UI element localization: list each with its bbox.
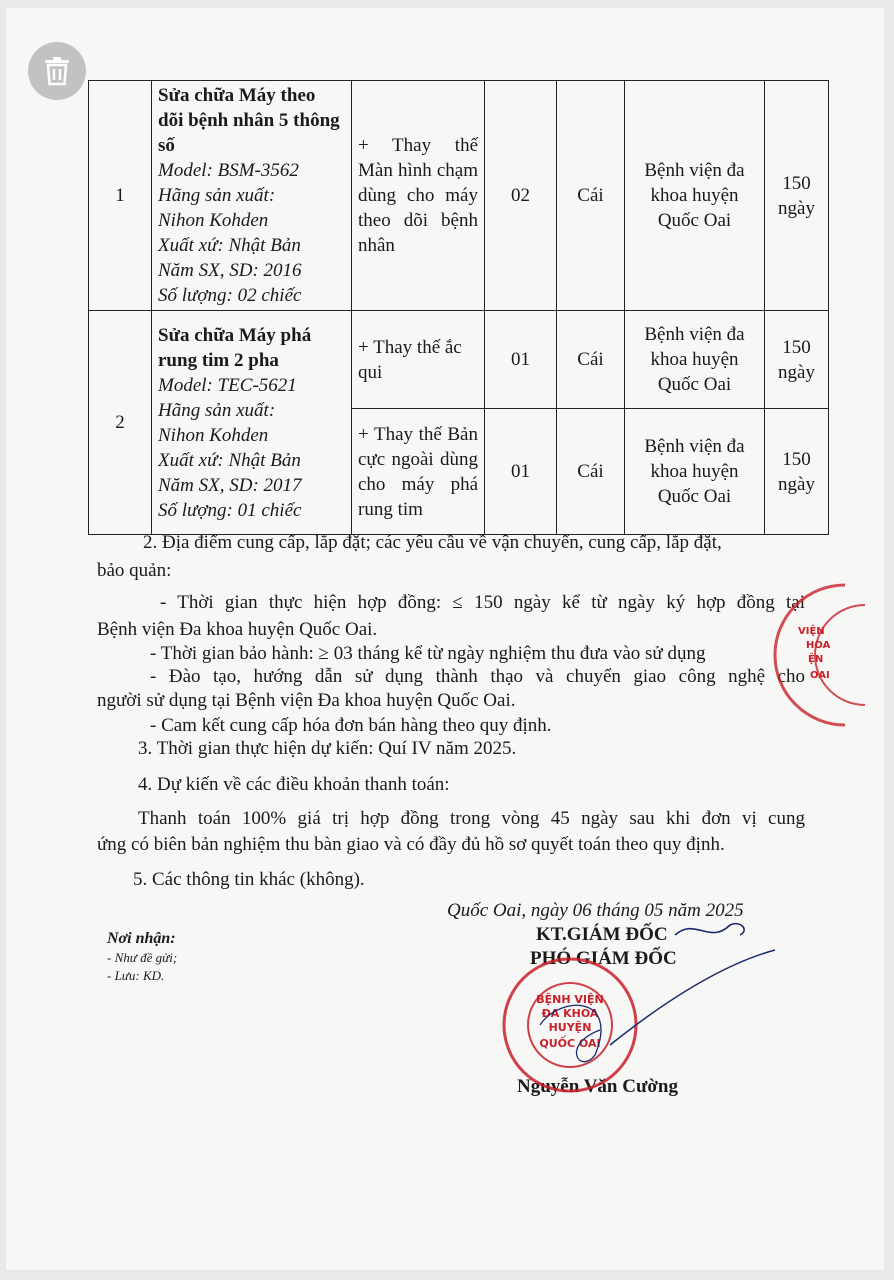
section-4: 4. Dự kiến về các điều khoản thanh toán: [138, 774, 450, 795]
item-origin: Xuất xứ: Nhật Bản [158, 235, 301, 256]
duration-cell: 150 ngày [765, 409, 829, 535]
payment-line: Thanh toán 100% giá trị hợp đồng trong vòng 45 ngày sau khi đơn vị cung [138, 808, 805, 829]
invoice-line: - Cam kết cung cấp hóa đơn bán hàng theo quy định. [150, 715, 552, 736]
section-2-heading: 2. Địa điểm cung cấp, lắp đặt; các yêu cầu về vận chuyển, cung cấp, lắp đặt, [143, 532, 722, 553]
item-title: Sửa chữa Máy phá rung tim 2 pha [158, 324, 312, 371]
item-title: Sửa chữa Máy theo dõi bệnh nhân 5 thông số [158, 85, 340, 156]
item-quantity: Số lượng: 01 chiếc [158, 499, 302, 521]
stamp-line: QUỐC OAI [539, 1037, 601, 1050]
item-manufacturer: Nihon Kohden [158, 210, 269, 231]
item-description [152, 311, 352, 535]
item-manufacturer-label: Hãng sản xuất: [158, 399, 276, 421]
signature-date: Quốc Oai, ngày 06 tháng 05 năm 2025 [447, 900, 744, 921]
row-number: 2 [89, 311, 152, 535]
table-row [89, 81, 829, 311]
location-cell: Bệnh viện đa khoa huyện Quốc Oai [625, 311, 765, 409]
recipients-title: Nơi nhận: [107, 930, 176, 947]
work-content: + Thay thế Màn hình chạm dùng cho máy theo dõi bệnh nhân [352, 81, 485, 311]
quantity-cell: 01 [485, 311, 557, 409]
item-model: Model: BSM-3562 [158, 160, 299, 181]
stamp-line: ĐA KHOA [541, 1007, 599, 1020]
repair-items-table [88, 80, 829, 535]
row-number: 1 [89, 81, 152, 311]
duration-cell: 150 ngày [765, 311, 829, 409]
item-origin: Xuất xứ: Nhật Bản [158, 449, 301, 471]
payment-line-cont: ứng có biên bản nghiệm thu bàn giao và có đầy đủ hồ sơ quyết toán theo quy định. [97, 834, 725, 855]
table-row [89, 311, 829, 409]
unit-cell: Cái [557, 409, 625, 535]
training-line: - Đào tạo, hướng dẫn sử dụng thành thạo và chuyển giao công nghệ cho [150, 666, 805, 687]
handwritten-signature [600, 905, 790, 1095]
item-manufacturer: Nihon Kohden [158, 424, 269, 446]
item-description [152, 81, 352, 311]
delete-button[interactable] [28, 42, 86, 100]
stamp-line: BỆNH VIỆN [536, 993, 604, 1006]
trash-icon [43, 56, 71, 86]
contract-time-line: - Thời gian thực hiện hợp đồng: ≤ 150 ngày kể từ ngày ký hợp đồng tại [160, 592, 805, 613]
recipient-item: - Lưu: KD. [107, 968, 165, 983]
quantity-cell: 01 [485, 409, 557, 535]
side-stamp-line: OAI [810, 670, 830, 681]
quantity-cell: 02 [485, 81, 557, 311]
section-3: 3. Thời gian thực hiện dự kiến: Quí IV năm 2025. [138, 738, 517, 759]
duration-cell: 150 ngày [765, 81, 829, 311]
signatory-name: Nguyễn Văn Cường [517, 1076, 678, 1097]
warranty-line: - Thời gian bảo hành: ≥ 03 tháng kể từ ngày nghiệm thu đưa vào sử dụng [150, 643, 706, 664]
work-content: + Thay thế ắc qui [352, 311, 485, 409]
item-model: Model: TEC-5621 [158, 374, 297, 396]
item-quantity: Số lượng: 02 chiếc [158, 285, 302, 306]
stamp-line: HUYỆN [548, 1021, 592, 1034]
recipient-item: - Như đề gửi; [107, 950, 178, 965]
section-2-heading-cont: bảo quản: [97, 560, 172, 581]
side-stamp-line: VIỆN [798, 626, 825, 637]
side-stamp-line: ỆN [808, 654, 824, 665]
location-cell: Bệnh viện đa khoa huyện Quốc Oai [625, 81, 765, 311]
contract-time-line-cont: Bệnh viện Đa khoa huyện Quốc Oai. [97, 619, 378, 640]
item-manufacturer-label: Hãng sản xuất: [158, 185, 276, 206]
side-stamp-line: HOA [806, 640, 831, 651]
training-line-cont: người sử dụng tại Bệnh viện Đa khoa huyện Quốc Oai. [97, 690, 516, 711]
item-year: Năm SX, SD: 2017 [158, 474, 302, 496]
unit-cell: Cái [557, 311, 625, 409]
location-cell: Bệnh viện đa khoa huyện Quốc Oai [625, 409, 765, 535]
section-5: 5. Các thông tin khác (không). [133, 869, 365, 890]
work-content: + Thay thế Bản cực ngoài dùng cho máy phá rung tim [352, 409, 485, 535]
signature-title-1: KT.GIÁM ĐỐC [536, 924, 668, 945]
signature-title-2: PHÓ GIÁM ĐỐC [530, 948, 677, 969]
item-year: Năm SX, SD: 2016 [158, 260, 302, 281]
unit-cell: Cái [557, 81, 625, 311]
side-stamp [770, 580, 880, 730]
